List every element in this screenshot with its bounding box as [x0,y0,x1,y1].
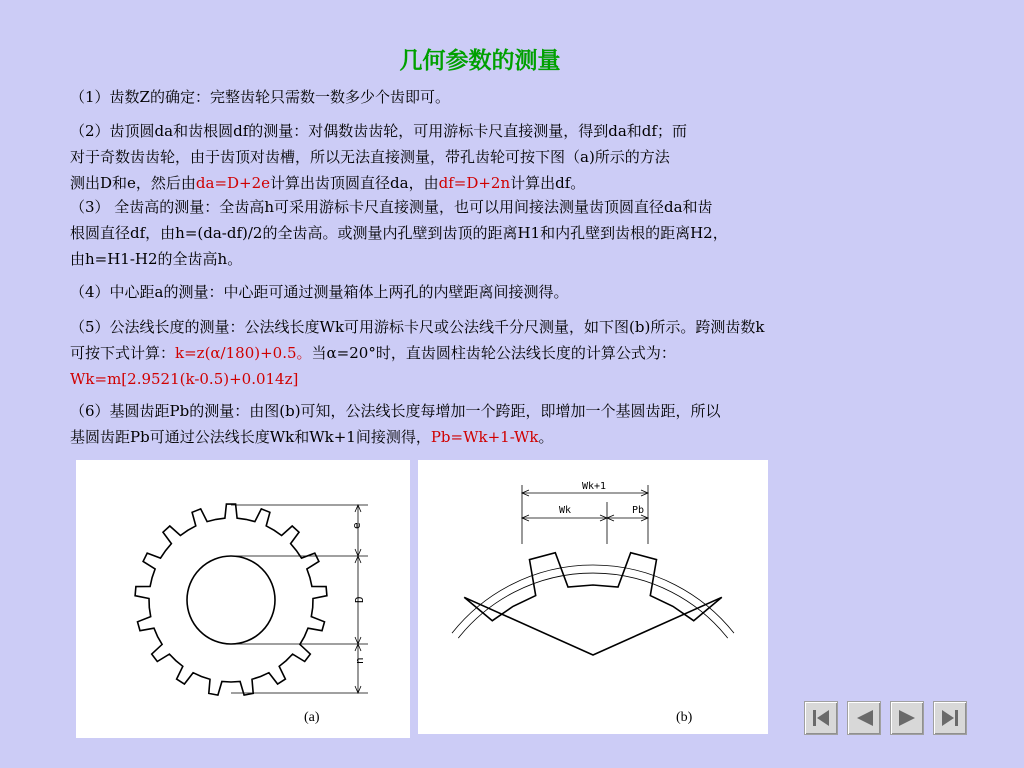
figure-b-label: (b) [676,710,693,725]
formula-df: df=D+2n [438,174,511,192]
page-title: 几何参数的测量 [399,48,561,74]
paragraph-5-line-2 [70,340,764,366]
dim-d-label: D [353,596,366,603]
dim-e-label: e [350,522,363,529]
last-icon [934,702,966,734]
text: 计算出齿顶圆直径da，由 [270,174,439,192]
paragraph-2 [70,118,687,196]
paragraph-3 [70,194,728,272]
text: 计算出df。 [510,174,586,192]
previous-slide-button[interactable] [847,701,881,735]
figure-b [418,460,768,734]
text: 。 [538,428,554,446]
text: 可按下式计算： [70,344,176,362]
formula-pb: Pb=Wk+1-Wk [430,428,539,446]
paragraph-6-line-1: （6）基圆齿距Pb的测量：由图(b)可知，公法线长度每增加一个跨距，即增加一个基圆齿距，所以 [70,402,721,420]
paragraph-5-line-1: （5）公法线长度的测量：公法线长度Wk可用游标卡尺或公法线千分尺测量，如下图(b)所示。跨测齿数k [70,318,765,336]
first-icon [805,702,837,734]
bore-circle [187,556,275,644]
paragraph-2-line-1: （2）齿顶圆da和齿根圆df的测量：对偶数齿齿轮，可用游标卡尺直接测量，得到da和df；而 [70,122,687,140]
gear-b-diagram [418,460,768,734]
paragraph-4: （4）中心距a的测量：中心距可通过测量箱体上两孔的内壁距离间接测得。 [70,283,569,301]
paragraph-3-line-2: 根圆直径df，由h=(da-df)/2的全齿高。或测量内孔壁到齿顶的距离H1和内孔壁到齿根的距离H2， [70,224,728,242]
dimension-lines [522,485,648,544]
gear-a-diagram [76,460,410,738]
formula-da: da=D+2e [195,174,271,192]
first-slide-button[interactable] [804,701,838,735]
paragraph-5 [70,314,764,392]
dimension-lines [231,505,368,693]
formula-wk: Wk=m[2.9521(k-0.5)+0.014z] [70,370,299,388]
paragraph-6-line-2 [70,424,721,450]
paragraph-3-line-3: 由h=H1-H2的全齿高h。 [70,250,243,268]
figure-a [76,460,410,738]
next-icon [891,702,923,734]
text: 当α=20°时，直齿圆柱齿轮公法线长度的计算公式为： [311,344,676,362]
dim-pb-label: Pb [631,505,645,516]
formula-k: k=z(α/180)+0.5。 [175,344,312,362]
last-slide-button[interactable] [933,701,967,735]
dim-n-label: n [353,657,366,664]
figure-a-label: (a) [304,710,320,725]
paragraph-3-line-1: （3） 全齿高的测量：全齿高h可采用游标卡尺直接测量，也可以用间接法测量齿顶圆直径da和齿 [70,198,713,216]
paragraph-1: （1）齿数Z的确定：完整齿轮只需数一数多少个齿即可。 [70,88,450,106]
paragraph-6 [70,398,721,450]
dim-wk-label: Wk [558,505,572,516]
text: 测出D和e，然后由 [70,174,196,192]
paragraph-2-line-3 [70,170,687,196]
dim-wk1-label: Wk+1 [581,481,607,492]
previous-icon [848,702,880,734]
text: 基圆齿距Pb可通过公法线长度Wk和Wk+1间接测得， [70,428,431,446]
next-slide-button[interactable] [890,701,924,735]
paragraph-2-line-2: 对于奇数齿齿轮，由于齿顶对齿槽，所以无法直接测量，带孔齿轮可按下图（a)所示的方法 [70,148,670,166]
